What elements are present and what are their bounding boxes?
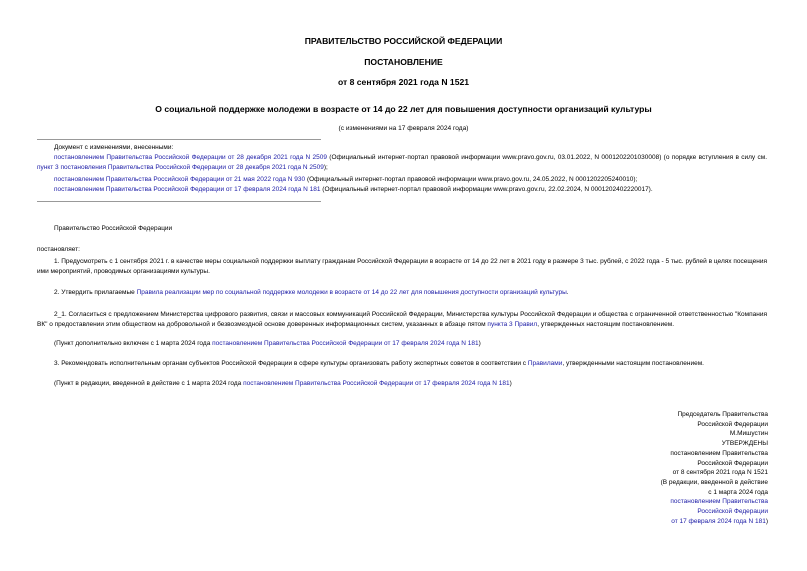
change-link-181[interactable]: постановлением Правительства Российской Федерации от 17 февраля 2024 года N 181 [54, 186, 321, 193]
approval-link-line-last: от 17 февраля 2024 года N 181) [671, 517, 768, 525]
approval-line: Российской Федерации [697, 459, 768, 467]
approval-link-line[interactable]: постановлением Правительства [670, 498, 768, 506]
note-link-181-b[interactable]: постановлением Правительства Российской Федерации от 17 февраля 2024 года N 181 [243, 380, 510, 387]
signature-name: М.Мишустин [729, 430, 768, 438]
edition-note: (с изменениями на 17 февраля 2024 года) [338, 125, 469, 132]
change-link-2509-p3[interactable]: пункт 3 постановления Правительства Российской Федерации от 28 декабря 2021 года N 2509 [37, 163, 324, 171]
document-title: О социальной поддержке молодежи в возрасте от 14 до 22 лет для повышения доступности организаций культуры [155, 104, 652, 114]
changes-top-rule [37, 139, 321, 140]
date-number-heading: от 8 сентября 2021 года N 1521 [337, 77, 470, 87]
decides-line: постановляет: [37, 246, 80, 253]
paragraph-3-note: (Пункт в редакции, введенной в действие с 1 марта 2024 года постановлением Правительства Российской Федерации от 17 февраля 2024 года N 181) [54, 380, 512, 387]
change-item-1: постановлением Правительства Российской Федерации от 28 декабря 2021 года N 2509 (Официальный интернет-портал правовой информации www.pravo.gov.ru, 03.01.2022, N 0001202201030008) (о порядке вступления в силу см. пункт 3 постановления Правительства Российской Федерации от 28 декабря 2021 года N 2509); [37, 154, 768, 171]
paragraph-2: 2. Утвердить прилагаемые Правила реализации мер по социальной поддержке молодежи в возрасте от 14 до 22 лет для повышения доступности организаций культуры. [54, 289, 569, 296]
doc-type-heading: ПОСТАНОВЛЕНИЕ [364, 57, 443, 67]
changes-intro: Документ с изменениями, внесенными: [54, 144, 174, 151]
paragraph-2-1-note: (Пункт дополнительно включен с 1 марта 2024 года постановлением Правительства Российской Федерации от 17 февраля 2024 года N 181) [54, 340, 481, 347]
approval-line: с 1 марта 2024 года [708, 488, 768, 496]
signature-block [661, 410, 768, 526]
approval-line: (В редакции, введенной в действие [660, 478, 768, 486]
change-link-2509[interactable]: постановлением Правительства Российской Федерации от 28 декабря 2021 года N 2509 [54, 154, 327, 161]
approval-line: от 8 сентября 2021 года N 1521 [672, 469, 768, 477]
approval-link-line[interactable]: Российской Федерации [697, 508, 768, 516]
approval-heading: УТВЕРЖДЕНЫ [721, 440, 768, 448]
rules-plural-link[interactable]: Правилами [527, 360, 563, 367]
change-link-930[interactable]: постановлением Правительства Российской Федерации от 21 мая 2022 года N 930 [54, 176, 306, 183]
paragraph-2-1: 2_1. Согласиться с предложением Министерства цифрового развития, связи и массовых коммуникаций Российской Федерации, Министерства культуры Российской Федерации и общества с ограниченной ответственностью "Компания ВК" о предоставлении этим обществом на добровольной и безвозмездной основе доверенных информационных систем, указанных в абзаце пятом пункта 3 Правил, утвержденных настоящим постановлением. [37, 311, 767, 328]
note-link-181-a[interactable]: постановлением Правительства Российской Федерации от 17 февраля 2024 года N 181 [212, 340, 479, 347]
change-item-3: постановлением Правительства Российской Федерации от 17 февраля 2024 года N 181 (Официальный интернет-портал правовой информации www.pravo.gov.ru, 22.02.2024, N 0001202402220017). [54, 186, 653, 193]
signature-line: Российской Федерации [697, 420, 768, 428]
rules-point-3-link[interactable]: пункта 3 Правил [487, 320, 538, 328]
signature-line: Председатель Правительства [677, 411, 768, 418]
paragraph-1: 1. Предусмотреть с 1 сентября 2021 г. в качестве меры социальной поддержки выплату гражданам Российской Федерации в возрасте от 14 до 22 лет в 2021 году в размере 3 тыс. рублей, с 2022 года - 5 тыс. рублей в целях посещения ими мероприятий, проводимых организациями культуры. [37, 258, 767, 275]
changes-bottom-rule [37, 201, 321, 202]
approval-line: постановлением Правительства [670, 449, 768, 457]
government-line: Правительство Российской Федерации [54, 225, 173, 232]
paragraph-3: 3. Рекомендовать исполнительным органам субъектов Российской Федерации в сфере культуры организовать работу экспертных советов в соответствии с Правилами, утвержденными настоящим постановлением. [54, 360, 704, 367]
issuer-heading: ПРАВИТЕЛЬСТВО РОССИЙСКОЙ ФЕДЕРАЦИИ [304, 36, 503, 46]
change-item-2: постановлением Правительства Российской Федерации от 21 мая 2022 года N 930 (Официальный интернет-портал правовой информации www.pravo.gov.ru, 24.05.2022, N 0001202205240010); [54, 176, 638, 183]
rules-link[interactable]: Правила реализации мер по социальной поддержке молодежи в возрасте от 14 до 22 лет для повышения доступности организаций культуры [136, 289, 567, 296]
